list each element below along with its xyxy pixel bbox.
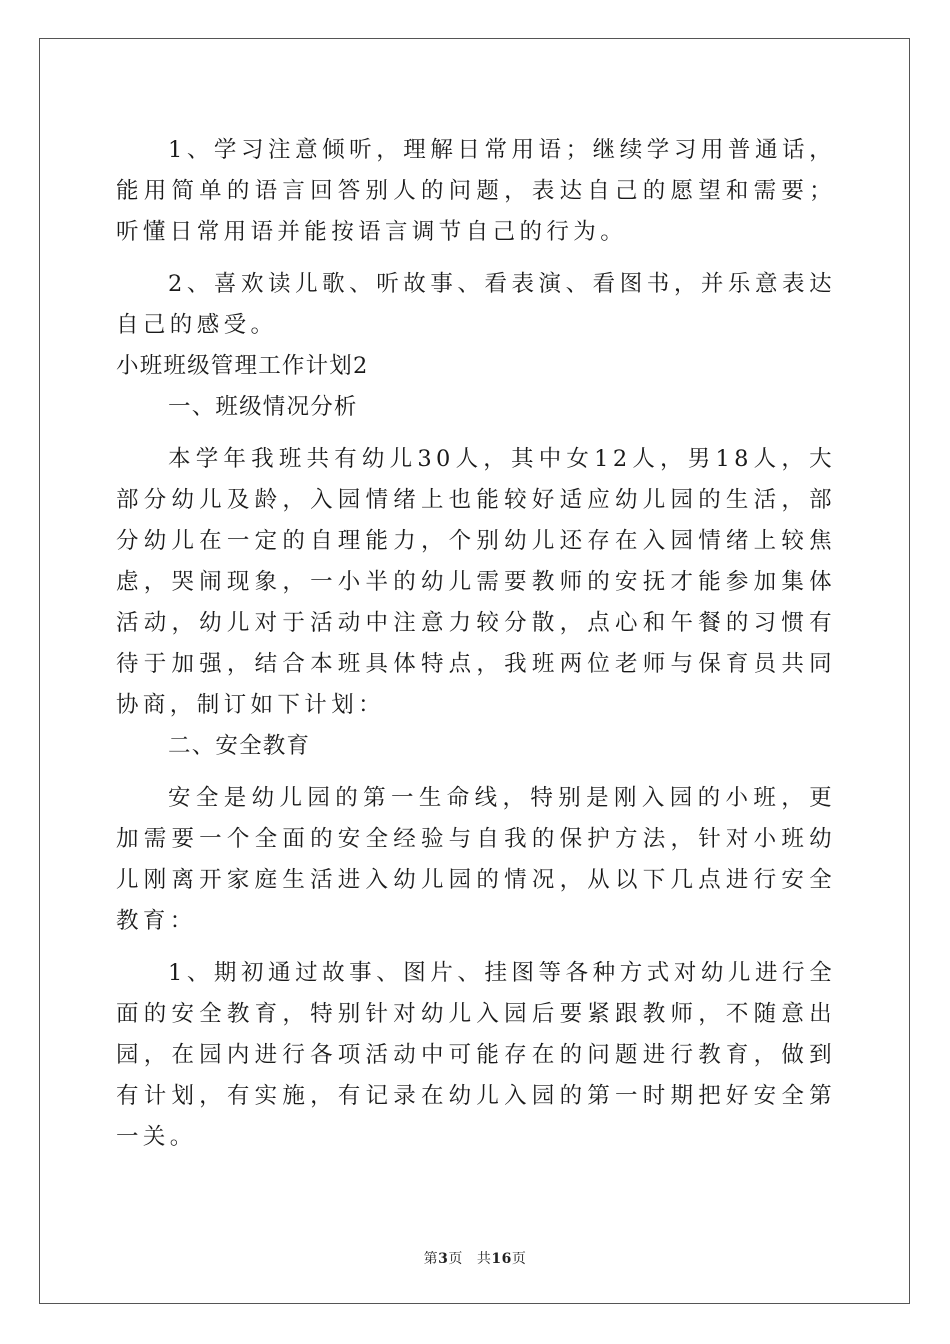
paragraph-language-goal-1: 1、学习注意倾听，理解日常用语；继续学习用普通话，能用简单的语言回答别人的问题，表达自己的愿望和需要；听懂日常用语并能按语言调节自己的行为。 <box>116 137 836 245</box>
footer-total-prefix: 共 <box>476 1251 492 1267</box>
section-title: 小班班级管理工作计划2 <box>116 353 369 379</box>
total-pages-number: 16 <box>491 1251 512 1267</box>
document-body <box>116 130 836 1158</box>
heading-class-analysis: 一、班级情况分析 <box>168 394 358 420</box>
current-page-number: 3 <box>438 1251 449 1267</box>
paragraph-class-analysis: 本学年我班共有幼儿30人，其中女12人，男18人，大部分幼儿及龄，入园情绪上也能较好适应幼儿园的生活，部分幼儿在一定的自理能力，个别幼儿还存在入园情绪上较焦虑，哭闹现象，一小半的幼儿需要教师的安抚才能参加集体活动，幼儿对于活动中注意力较分散，点心和午餐的习惯有待于加强，结合本班具体特点，我班两位老师与保育员共同协商，制订如下计划： <box>116 446 836 718</box>
footer-page-word: 页 <box>448 1251 463 1267</box>
page-footer <box>0 1248 950 1268</box>
paragraph-safety-intro: 安全是幼儿园的第一生命线，特别是刚入园的小班，更加需要一个全面的安全经验与自我的保护方法，针对小班幼儿刚离开家庭生活进入幼儿园的情况，从以下几点进行安全教育： <box>116 785 836 934</box>
footer-prefix: 第 <box>423 1251 439 1267</box>
footer-total-suffix: 页 <box>511 1251 527 1267</box>
paragraph-language-goal-2: 2、喜欢读儿歌、听故事、看表演、看图书，并乐意表达自己的感受。 <box>116 271 836 338</box>
heading-safety-education: 二、安全教育 <box>168 733 311 759</box>
paragraph-safety-item-1: 1、期初通过故事、图片、挂图等各种方式对幼儿进行全面的安全教育，特别针对幼儿入园后要紧跟教师，不随意出园，在园内进行各项活动中可能存在的问题进行教育，做到有计划，有实施，有记录在幼儿入园的第一时期把好安全第一关。 <box>116 960 836 1150</box>
